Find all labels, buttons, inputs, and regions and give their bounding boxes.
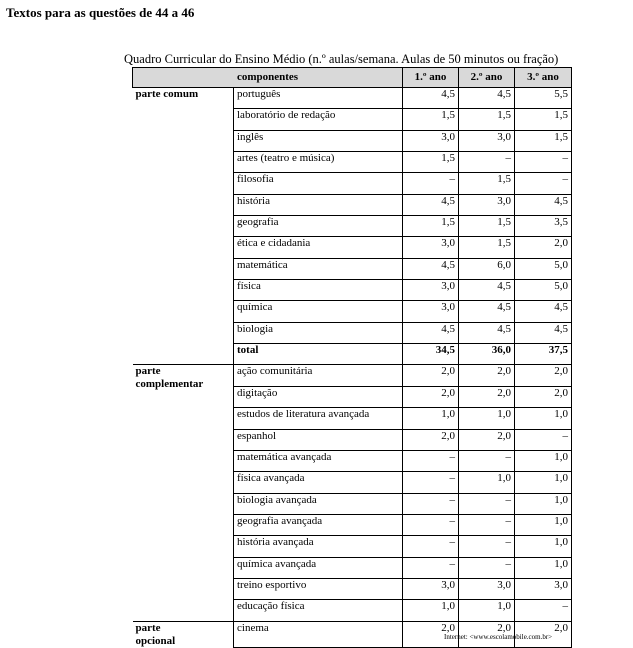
ano-3-cell: 1,0	[515, 408, 572, 429]
component-cell: ação comunitária	[234, 365, 403, 386]
ano-2-cell: 2,0	[459, 386, 515, 407]
ano-3-cell: 1,0	[515, 493, 572, 514]
ano-3-cell: 5,5	[515, 88, 572, 109]
ano-2-cell: 2,0	[459, 429, 515, 450]
ano-1-cell: 2,0	[403, 365, 459, 386]
header-ano-1: 1.º ano	[403, 68, 459, 88]
ano-2-cell: 6,0	[459, 258, 515, 279]
ano-3-cell: 1,0	[515, 472, 572, 493]
ano-2-cell: 1,5	[459, 173, 515, 194]
ano-2-cell: 3,0	[459, 578, 515, 599]
component-cell: espanhol	[234, 429, 403, 450]
ano-3-cell: 1,0	[515, 557, 572, 578]
component-cell: química	[234, 301, 403, 322]
ano-1-cell: 3,0	[403, 130, 459, 151]
ano-2-cell: –	[459, 493, 515, 514]
component-cell: física	[234, 280, 403, 301]
group-label-line: parte comum	[135, 88, 199, 100]
ano-2-cell: 2,0	[459, 621, 515, 648]
ano-3-cell: 1,5	[515, 109, 572, 130]
ano-1-cell: 34,5	[403, 344, 459, 365]
ano-2-cell: 1,5	[459, 216, 515, 237]
ano-3-cell: 3,0	[515, 578, 572, 599]
group-label-line: opcional	[135, 634, 176, 647]
component-cell: educação física	[234, 600, 403, 621]
ano-2-cell: –	[459, 450, 515, 471]
component-cell: laboratório de redação	[234, 109, 403, 130]
ano-3-cell: 3,5	[515, 216, 572, 237]
ano-2-cell: 36,0	[459, 344, 515, 365]
ano-3-cell: 37,5	[515, 344, 572, 365]
ano-1-cell: 1,5	[403, 216, 459, 237]
ano-2-cell: 1,5	[459, 109, 515, 130]
ano-3-cell: 2,0	[515, 365, 572, 386]
ano-2-cell: –	[459, 557, 515, 578]
ano-2-cell: 3,0	[459, 194, 515, 215]
ano-1-cell: –	[403, 514, 459, 535]
ano-2-cell: 1,0	[459, 472, 515, 493]
group-label-line: parte	[135, 621, 161, 634]
ano-1-cell: 3,0	[403, 578, 459, 599]
component-cell: português	[234, 88, 403, 109]
component-cell: estudos de literatura avançada	[234, 408, 403, 429]
table-row	[133, 365, 572, 386]
component-cell: matemática	[234, 258, 403, 279]
component-cell: matemática avançada	[234, 450, 403, 471]
ano-2-cell: 3,0	[459, 130, 515, 151]
ano-2-cell: 4,5	[459, 322, 515, 343]
table-body	[133, 88, 572, 648]
table-caption: Quadro Curricular do Ensino Médio (n.º aulas/semana. Aulas de 50 minutos ou fração)	[124, 52, 559, 66]
component-cell: ética e cidadania	[234, 237, 403, 258]
ano-1-cell: 2,0	[403, 429, 459, 450]
ano-1-cell: –	[403, 173, 459, 194]
component-cell: biologia	[234, 322, 403, 343]
ano-1-cell: 4,5	[403, 322, 459, 343]
header-ano-2: 2.º ano	[459, 68, 515, 88]
ano-3-cell: 1,0	[515, 536, 572, 557]
ano-1-cell: 2,0	[403, 386, 459, 407]
component-cell: filosofia	[234, 173, 403, 194]
ano-2-cell: 1,0	[459, 600, 515, 621]
ano-1-cell: –	[403, 557, 459, 578]
group-label-line: complementar	[135, 378, 204, 391]
ano-1-cell: 4,5	[403, 88, 459, 109]
ano-1-cell: 1,5	[403, 109, 459, 130]
ano-1-cell: –	[403, 450, 459, 471]
ano-2-cell: 4,5	[459, 88, 515, 109]
source-credit: Internet: <www.escolamobile.com.br>	[444, 633, 553, 641]
ano-3-cell: 2,0	[515, 386, 572, 407]
component-cell: treino esportivo	[234, 578, 403, 599]
ano-1-cell: 1,5	[403, 152, 459, 173]
ano-2-cell: –	[459, 514, 515, 535]
ano-2-cell: 4,5	[459, 301, 515, 322]
component-cell: geografia avançada	[234, 514, 403, 535]
ano-3-cell: –	[515, 152, 572, 173]
ano-3-cell: 1,0	[515, 450, 572, 471]
group-label	[133, 365, 234, 621]
header-ano-3: 3.º ano	[515, 68, 572, 88]
ano-3-cell: 5,0	[515, 258, 572, 279]
curriculum-table	[132, 67, 572, 648]
ano-1-cell: 4,5	[403, 194, 459, 215]
ano-3-cell: 5,0	[515, 280, 572, 301]
ano-3-cell: 1,0	[515, 514, 572, 535]
component-cell: digitação	[234, 386, 403, 407]
page-heading: Textos para as questões de 44 a 46	[6, 5, 195, 20]
table-header-row	[133, 68, 572, 88]
group-label-line: parte	[135, 365, 161, 378]
ano-2-cell: –	[459, 152, 515, 173]
ano-1-cell: 2,0	[403, 621, 459, 648]
ano-1-cell: –	[403, 472, 459, 493]
group-label	[133, 88, 234, 365]
ano-2-cell: 4,5	[459, 280, 515, 301]
component-cell: inglês	[234, 130, 403, 151]
component-cell: total	[234, 344, 403, 365]
ano-2-cell: 1,5	[459, 237, 515, 258]
component-cell: história avançada	[234, 536, 403, 557]
ano-1-cell: 4,5	[403, 258, 459, 279]
ano-2-cell: 2,0	[459, 365, 515, 386]
ano-3-cell: 1,5	[515, 130, 572, 151]
ano-3-cell: –	[515, 600, 572, 621]
ano-3-cell: 2,0	[515, 621, 572, 648]
ano-3-cell: 4,5	[515, 322, 572, 343]
component-cell: física avançada	[234, 472, 403, 493]
ano-1-cell: –	[403, 536, 459, 557]
ano-1-cell: 3,0	[403, 237, 459, 258]
component-cell: artes (teatro e música)	[234, 152, 403, 173]
table-row	[133, 88, 572, 109]
component-cell: cinema	[234, 621, 403, 648]
component-cell: biologia avançada	[234, 493, 403, 514]
ano-3-cell: 2,0	[515, 237, 572, 258]
ano-1-cell: 1,0	[403, 408, 459, 429]
ano-2-cell: 1,0	[459, 408, 515, 429]
ano-3-cell: –	[515, 173, 572, 194]
component-cell: química avançada	[234, 557, 403, 578]
ano-1-cell: 3,0	[403, 301, 459, 322]
group-label	[133, 621, 234, 648]
ano-3-cell: –	[515, 429, 572, 450]
component-cell: história	[234, 194, 403, 215]
ano-1-cell: 3,0	[403, 280, 459, 301]
ano-1-cell: –	[403, 493, 459, 514]
component-cell: geografia	[234, 216, 403, 237]
header-componentes: componentes	[133, 68, 403, 88]
ano-3-cell: 4,5	[515, 194, 572, 215]
ano-1-cell: 1,0	[403, 600, 459, 621]
ano-3-cell: 4,5	[515, 301, 572, 322]
ano-2-cell: –	[459, 536, 515, 557]
